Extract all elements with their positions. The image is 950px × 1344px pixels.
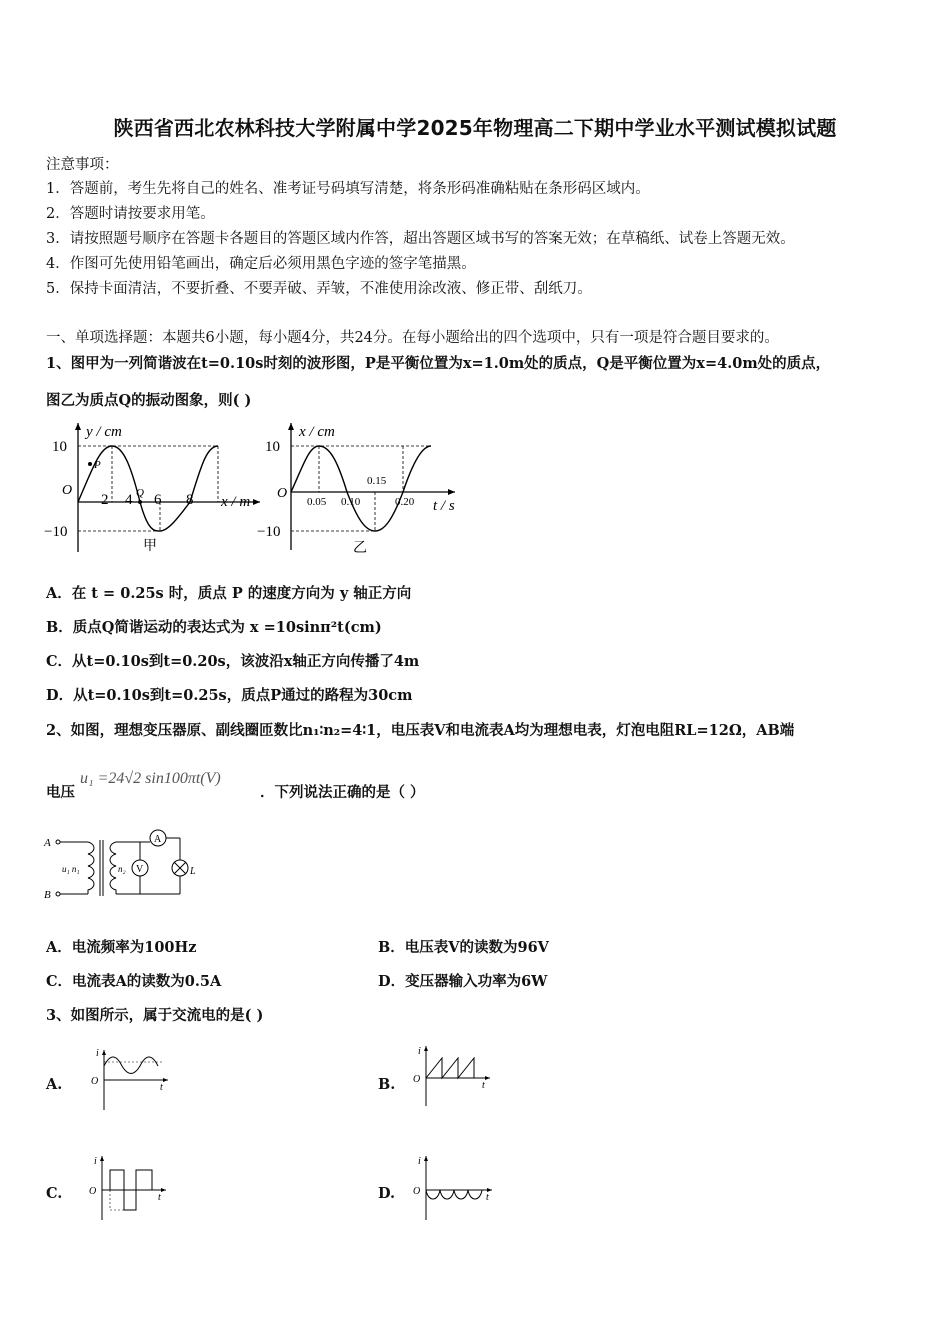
x-tick: 8 [186,492,194,508]
q2-formula: u₁ =24√2 sin100πt(V) [80,770,221,787]
y-axis-label: x / cm [299,424,335,440]
y-tick: −10 [44,524,68,540]
notice-item: 2．答题时请按要求用笔。 [46,206,215,222]
x-tick: 6 [154,492,162,508]
notice-heading: 注意事项： [46,157,119,173]
q1-option-a: A．在 t = 0.25s 时，质点 P 的速度方向为 y 轴正方向 [46,585,412,602]
q3-stem: 3、如图所示，属于交流电的是( ) [46,1007,264,1024]
x-tick: 4 [125,492,133,508]
voltmeter-label: V [136,864,144,875]
y-tick: 10 [52,439,67,455]
q1-stem: 图乙为质点Q的振动图象，则( ) [46,392,252,409]
section-heading: 一、单项选择题：本题共6小题，每小题4分，共24分。在每小题给出的四个选项中，只有一项是符合题目要求的。 [46,330,779,346]
label-n2: n₂ [118,864,126,874]
page-title: 陕西省西北农林科技大学附属中学2025年物理高二下期中学业水平测试模拟试题 [113,116,837,140]
origin-label: O [62,483,73,498]
wave-graph-a [40,418,270,558]
x-tick: 2 [101,492,109,508]
axis-t: t [160,1082,163,1093]
q3-graph-a [88,1046,178,1112]
x-tick: 0.15 [367,475,387,487]
origin-label: O [91,1076,99,1087]
terminal-a: A [44,837,51,849]
label-u1n1: u₁ n₁ [62,864,80,874]
q2-option-a: A．电流频率为100Hz [46,939,197,956]
axis-i: i [94,1156,97,1167]
notice-item: 3．请按照题号顺序在答题卡各题目的答题区域内作答，超出答题区域书写的答案无效；在草稿纸、试卷上答题无效。 [46,231,795,247]
ammeter-label: A [154,834,162,845]
notice-item: 4．作图可先使用铅笔画出，确定后必须用黑色字迹的签字笔描黑。 [46,256,476,272]
lamp-label: L [190,866,196,877]
origin-label: O [413,1074,421,1085]
axis-i: i [418,1156,421,1167]
axis-i: i [418,1046,421,1057]
y-tick: 10 [265,439,280,455]
notice-item: 1．答题前，考生先将自己的姓名、准考证号码填写清楚，将条形码准确粘贴在条形码区域内。 [46,181,650,197]
label-p: P [94,459,101,471]
transformer-circuit [40,826,210,906]
origin-label: O [277,486,288,501]
axis-t: t [158,1192,161,1203]
origin-label: O [413,1186,421,1197]
axis-t: t [486,1192,489,1203]
graph-caption: 乙 [353,541,367,556]
q2-stem-suffix: ．下列说法正确的是（ ） [260,784,425,801]
q3-label-a: A. [46,1076,63,1093]
q2-option-b: B．电压表V的读数为96V [378,939,549,956]
notice-item: 5．保持卡面清洁，不要折叠、不要弄破、弄皱，不准使用涂改液、修正带、刮纸刀。 [46,281,592,297]
q1-option-d: D．从t=0.10s到t=0.25s，质点P通过的路程为30cm [46,687,413,704]
x-tick: 0.10 [341,496,361,508]
axis-t: t [482,1080,485,1091]
q1-stem: 1、图甲为一列简谐波在t=0.10s时刻的波形图，P是平衡位置为x=1.0m处的质点，Q是平衡位置为x=4.0m处的质点， [46,355,831,372]
y-axis-label: y / cm [86,424,122,440]
q3-label-c: C. [46,1185,63,1202]
x-axis-label: t / s [433,498,455,514]
q2-stem: 2、如图，理想变压器原、副线圈匝数比n₁∶n₂=4∶1，电压表V和电流表A均为理想电表，灯泡电阻RL=12Ω，AB端 [46,722,795,739]
q3-graph-b [410,1042,500,1108]
axis-i: i [96,1048,99,1059]
label-q: Q [136,487,144,499]
q1-option-c: C．从t=0.10s到t=0.20s，该波沿x轴正方向传播了4m [46,653,420,670]
graph-caption: 甲 [143,539,157,554]
q2-option-d: D．变压器输入功率为6W [378,973,548,990]
x-axis-label: x / m [221,494,251,510]
q1-option-b: B．质点Q简谐运动的表达式为 x =10sinπ²t(cm) [46,619,382,636]
q3-label-d: D. [378,1185,396,1202]
q3-graph-c [86,1152,176,1222]
origin-label: O [89,1186,97,1197]
q2-stem-prefix: 电压 [46,784,75,801]
point-p [88,462,92,466]
x-tick: 0.20 [395,496,415,508]
q3-graph-d [410,1152,500,1222]
x-tick: 0.05 [307,496,327,508]
vibration-graph-b [255,418,470,558]
y-tick: −10 [257,524,281,540]
q2-option-c: C．电流表A的读数为0.5A [46,973,222,990]
point-q [138,500,142,504]
terminal-b: B [44,889,51,901]
q3-label-b: B. [378,1076,396,1093]
